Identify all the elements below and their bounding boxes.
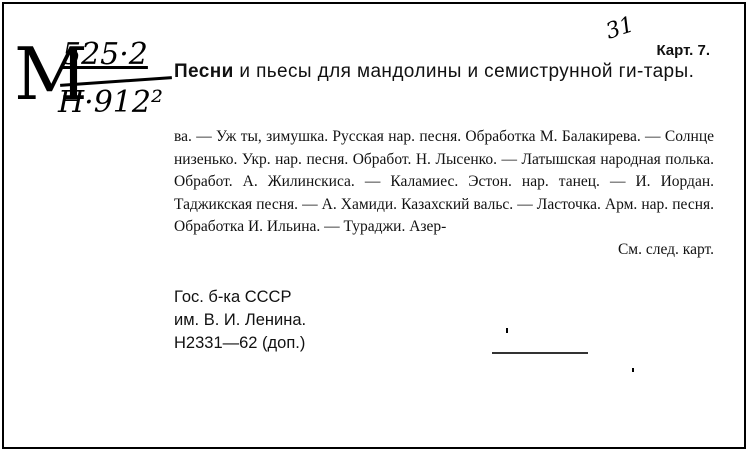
library-line-2: им. В. И. Ленина. [174, 311, 307, 329]
shelfmark-bottom: Н·912² [58, 85, 163, 120]
shelfmark-top: 525·2 [62, 37, 148, 72]
card-number: Карт. 7. [656, 42, 710, 59]
library-line-3: Н2331—62 (доп.) [174, 334, 306, 352]
card-title [174, 60, 714, 84]
continued-note: См. след. карт. [617, 240, 714, 258]
print-dot [506, 328, 508, 333]
card-body [174, 126, 714, 261]
library-stamp [174, 286, 306, 355]
body-text: ва. — Уж ты, зимушка. Русская нар. песня. Обработка М. Балакирева. — Солнце низенько. Укр. нар. песня. Обработ. Н. Лысенко. — Латышская народная полька. Обработ. А. Жилинскиса. — Каламиес. Эстон. нар. танец. — И. Иордан. Таджикская песня. — А. Хамиди. Казахский вальс. — Ласточка. Арм. нар. песня. Обработка И. Ильина. — Тураджи. Азер- [174, 128, 714, 235]
title-bold: Песни [174, 61, 234, 82]
title-rest: и пьесы для мандолины и семиструнной ги-тары. [233, 61, 695, 82]
shelfmark-letter: М [14, 32, 86, 116]
library-line-1: Гос. б-ка СССР [174, 288, 292, 306]
handwritten-mark: 31 [602, 12, 638, 45]
print-smudge [492, 352, 588, 354]
print-dot [632, 368, 634, 372]
